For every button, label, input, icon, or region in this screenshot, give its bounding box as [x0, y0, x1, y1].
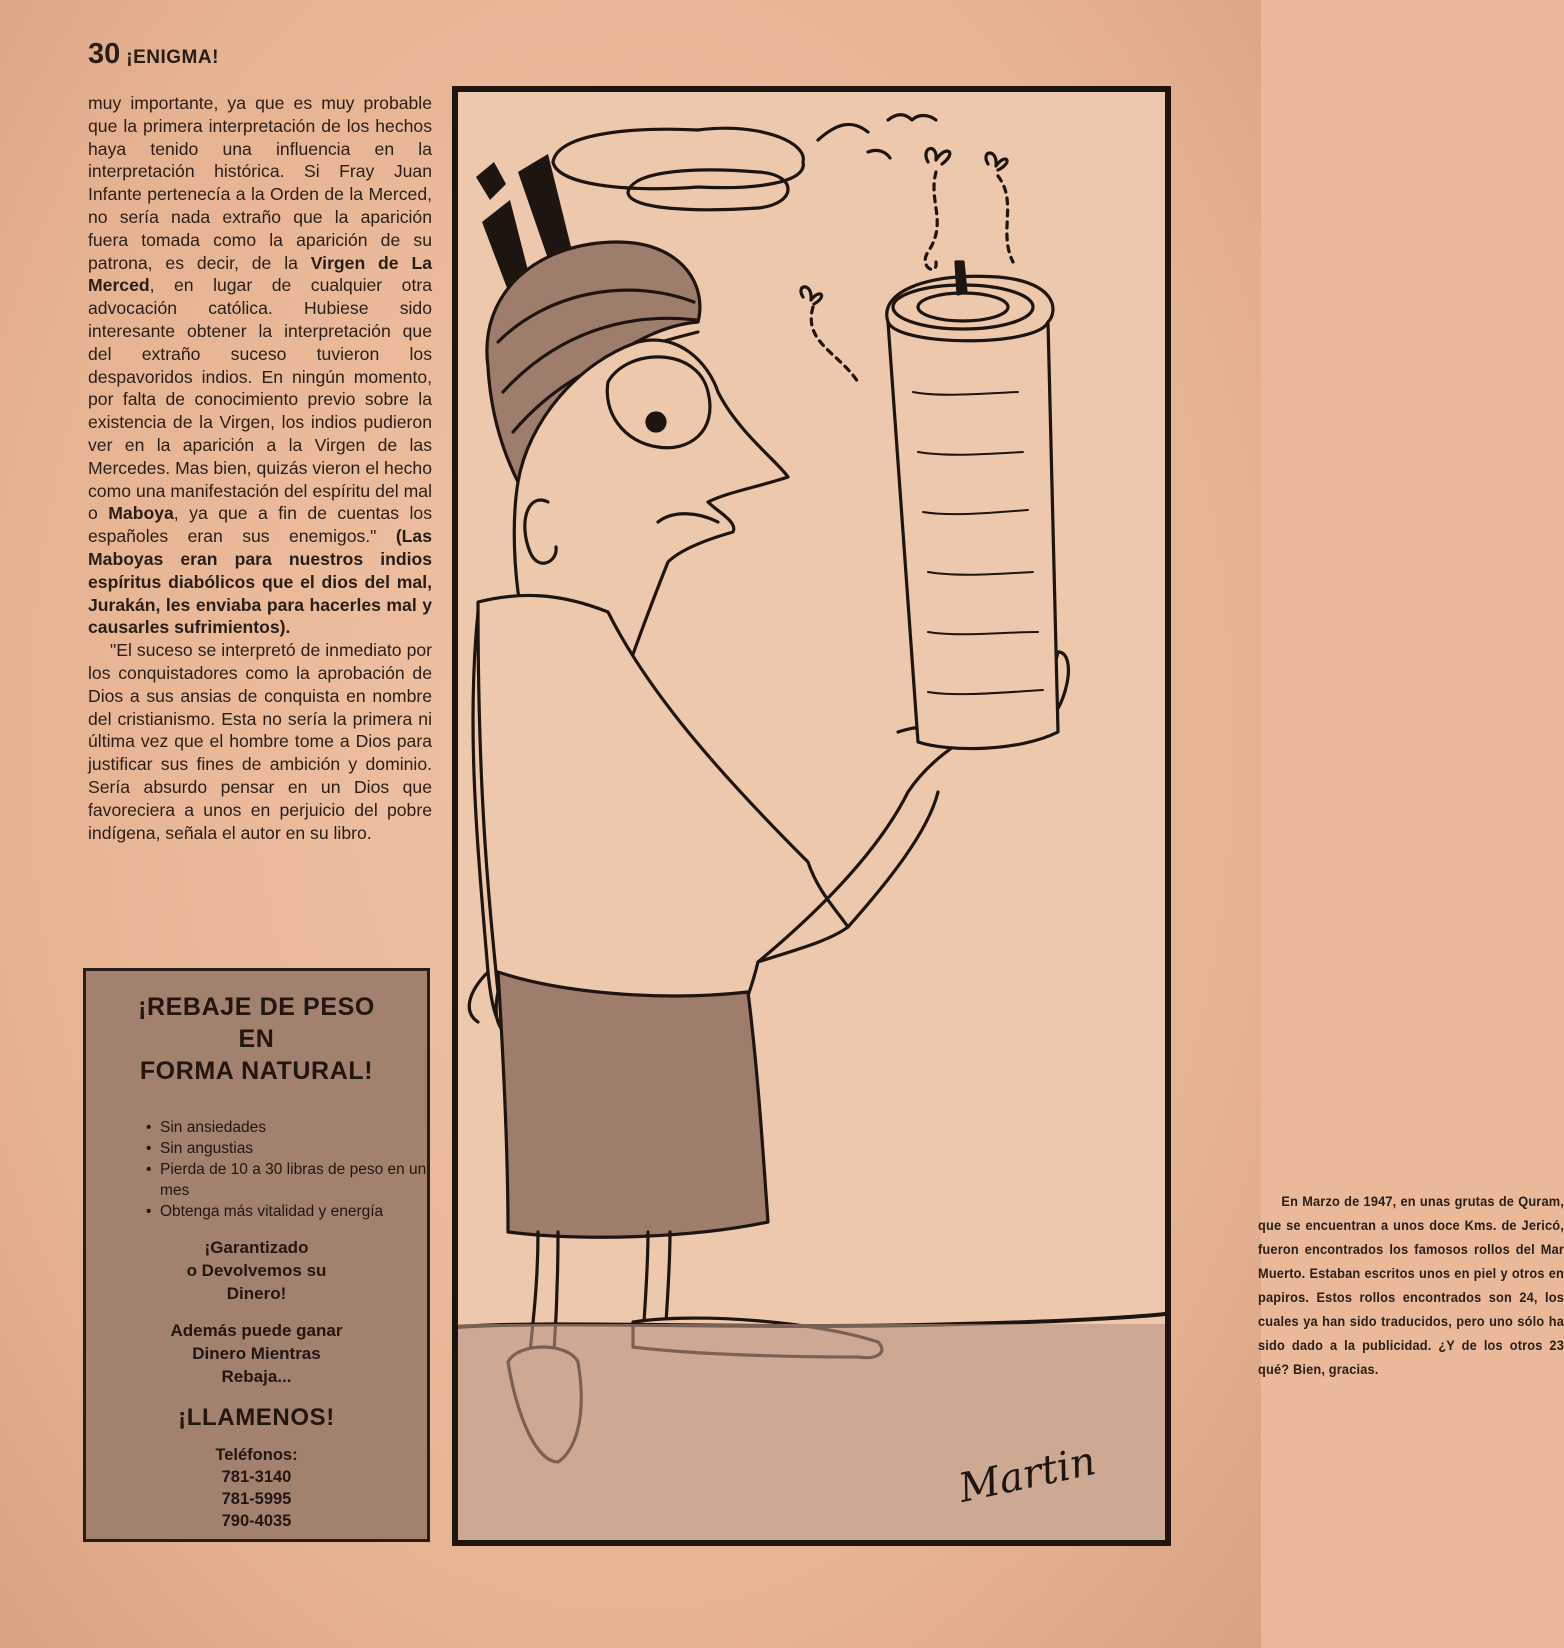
ad-extra-line: Rebaja... — [221, 1367, 292, 1386]
ad-guarantee-line: o Devolvemos su — [186, 1261, 327, 1280]
cartoon-illustration — [452, 86, 1564, 1546]
ground-shade — [458, 1324, 1165, 1540]
text-run: Maboya — [108, 503, 174, 524]
text-run: , ya que a fin de cuentas los españoles eran sus enemigos." — [88, 503, 432, 547]
bird-shape — [888, 115, 936, 120]
ad-guarantee-line: ¡Garantizado — [204, 1238, 309, 1257]
ad-phone-number: 781-3140 — [221, 1468, 292, 1486]
ad-call: ¡LLAMENOS! — [178, 1404, 335, 1431]
weight-loss-ad — [83, 968, 430, 1542]
ad-bullet: • Obtenga más vitalidad y energía — [160, 1201, 427, 1222]
ad-extra-line: Además puede ganar — [170, 1321, 343, 1340]
bird-shape — [818, 124, 868, 140]
shirt — [478, 595, 848, 1038]
ad-phone-number: 781-5995 — [221, 1490, 292, 1508]
ad-guarantee — [86, 1236, 427, 1305]
bird-shape — [868, 150, 890, 158]
text-run: (Las Maboyas eran para nuestros indios espíritus diabólicos que el dios del mal, Jurakán, les enviaba para hacerles mal y causarles sufrimientos). — [88, 526, 432, 638]
text-run: muy importante, ya que es muy probable que la primera interpretación de los hechos haya tenido una influencia en la interpretación histórica. Si Fray Juan Infante pertenecía a la Orden de la Merced, no sería nada extraño que la aparición fuera tomada como la aparición de su patrona, es decir, de la — [88, 93, 432, 273]
article-paragraph-1 — [88, 92, 432, 639]
text-run: Virgen de La Merced — [88, 252, 432, 296]
cartoon-drawing — [458, 92, 1165, 1540]
ad-phone-number: 790-4035 — [221, 1512, 292, 1530]
ad-extra-line: Dinero Mientras — [192, 1344, 321, 1363]
ad-phones — [86, 1444, 427, 1532]
article-column — [88, 92, 432, 844]
ad-bullet: • Sin ansiedades — [160, 1117, 427, 1138]
fly-shape — [801, 287, 822, 304]
cloud-shape — [553, 128, 803, 189]
magazine-name: ¡ENIGMA! — [126, 47, 219, 68]
ad-headline — [86, 991, 427, 1087]
page-header — [88, 38, 219, 71]
ad-phones-label: Teléfonos: — [215, 1446, 298, 1464]
article-paragraph-2: "El suceso se interpretó de inmediato por los conquistadores como la aprobación de Dios a sus ansias de conquista en nombre del cristianismo. Esta no sería la primera ni última vez que el hombre tome a Dios para justificar sus fines de ambición y dominio. Sería absurdo pensar en un Dios que favoreciera a unos en perjuicio del pobre indígena, señala el autor en su libro. — [88, 640, 432, 843]
ad-bullet: • Sin angustias — [160, 1138, 427, 1159]
fly-shape — [986, 153, 1007, 170]
ad-bullet-list — [86, 1117, 427, 1222]
fly-shape — [926, 148, 950, 164]
ad-headline-line: ¡REBAJE DE PESO — [138, 993, 375, 1021]
scroll-icon — [887, 262, 1058, 749]
signature: Martin — [954, 1438, 1100, 1512]
ad-headline-line: FORMA NATURAL! — [139, 1057, 374, 1085]
page-number: 30 — [88, 38, 121, 70]
cartoon-caption — [1258, 1190, 1564, 1382]
ad-bullet: • Pierda de 10 a 30 libras de peso en un mes — [160, 1159, 427, 1201]
ad-headline-line: EN — [238, 1025, 275, 1053]
caption-text: En Marzo de 1947, en unas grutas de Quram, que se encuentran a unos doce Kms. de Jericó, fueron encontrados los famosos rollos del Mar Muerto. Estaban escritos unos en piel y otros en papiros. Estos rollos encontrados son 24, los cuales ya han sido traducidos, pero uno sólo ha sido dado a la publicidad. ¿Y de los otros 23 qué? Bien, gracias. — [1258, 1194, 1564, 1378]
ad-extra — [86, 1319, 427, 1388]
ad-guarantee-line: Dinero! — [226, 1284, 287, 1303]
text-run: , en lugar de cualquier otra advocación católica. Hubiese sido interesante obtener la interpretación que del extraño suceso tuvieron los despavoridos indios. En ningún momento, por falta de conocimiento previo sobre la existencia de la Virgen, los indios pudieron ver en la aparición a la Virgen de las Mercedes. Mas bien, quizás vieron el hecho como una manifestación del espíritu del mal o — [88, 275, 432, 524]
skirt — [498, 972, 768, 1237]
